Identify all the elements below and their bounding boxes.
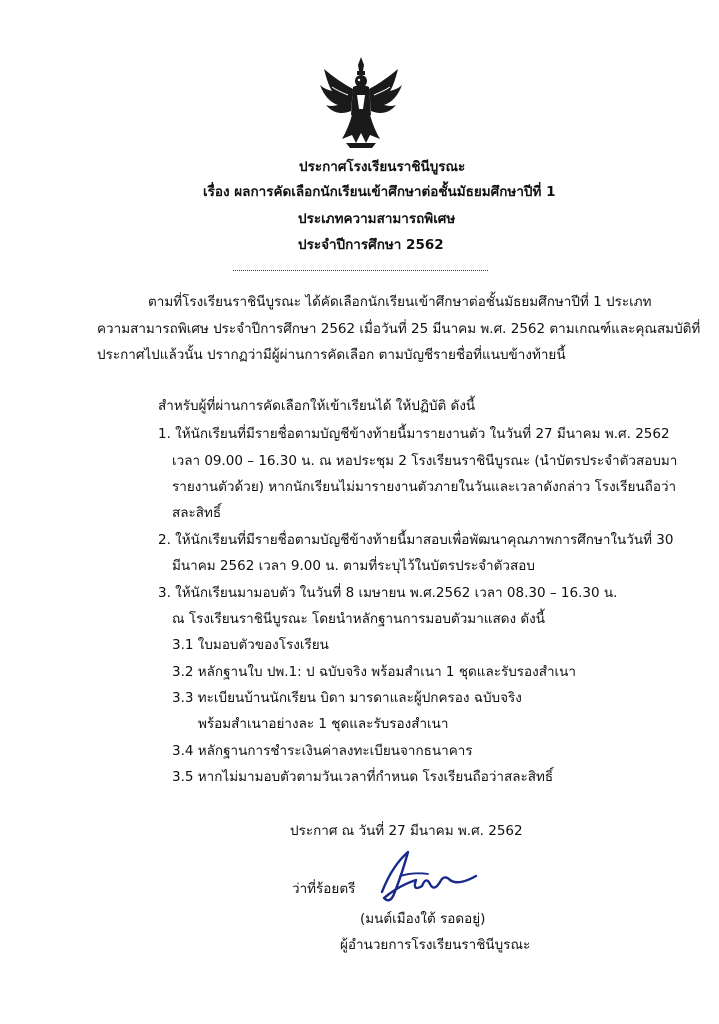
- instructions-lead: สำหรับผู้ที่ผ่านการคัดเลือกให้เข้าเรียนได้ ให้ปฏิบัติ ดังนี้: [158, 398, 476, 414]
- announcement-date: ประกาศ ณ วันที่ 27 มีนาคม พ.ศ. 2562: [290, 823, 523, 839]
- item-3-line-1: 3. ให้นักเรียนมามอบตัว ในวันที่ 8 เมษายน พ.ศ.2562 เวลา 08.30 – 16.30 น.: [158, 585, 618, 601]
- item-2-line-2: มีนาคม 2562 เวลา 9.00 น. ตามที่ระบุไว้ในบัตรประจำตัวสอบ: [172, 558, 535, 574]
- item-1-line-4: สละสิทธิ์: [172, 505, 222, 521]
- sub-item-3-3-line-2: พร้อมสำเนาอย่างละ 1 ชุดและรับรองสำเนา: [198, 716, 449, 732]
- signer-rank: ว่าที่ร้อยตรี: [292, 881, 356, 897]
- item-1-line-2: เวลา 09.00 – 16.30 น. ณ หอประชุม 2 โรงเรียนราชินีบูรณะ (นำบัตรประจำตัวสอบมา: [172, 453, 678, 469]
- category-line: ประเภทความสามารถพิเศษ: [298, 211, 456, 227]
- intro-line-1: ตามที่โรงเรียนราชินีบูรณะ ได้คัดเลือกนักเรียนเข้าศึกษาต่อชั้นมัธยมศึกษาปีที่ 1 ประเภท: [148, 294, 652, 310]
- intro-line-2: ความสามารถพิเศษ ประจำปีการศึกษา 2562 เมื่อวันที่ 25 มีนาคม พ.ศ. 2562 ตามเกณฑ์และคุณสมบัติที่: [97, 321, 701, 337]
- subject-line: เรื่อง ผลการคัดเลือกนักเรียนเข้าศึกษาต่อชั้นมัธยมศึกษาปีที่ 1: [203, 184, 556, 200]
- item-3-line-2: ณ โรงเรียนราชินีบูรณะ โดยนำหลักฐานการมอบตัวมาแสดง ดังนี้: [172, 611, 545, 627]
- signer-position: ผู้อำนวยการโรงเรียนราชินีบูรณะ: [340, 937, 531, 953]
- intro-line-3: ประกาศไปแล้วนั้น ปรากฏว่ามีผู้ผ่านการคัดเลือก ตามบัญชีรายชื่อที่แนบข้างท้ายนี้: [97, 347, 566, 363]
- sub-item-3-5: 3.5 หากไม่มามอบตัวตามวันเวลาที่กำหนด โรงเรียนถือว่าสละสิทธิ์: [172, 769, 554, 785]
- handwritten-signature: [364, 846, 482, 908]
- dotted-divider: [233, 270, 488, 271]
- item-1-line-1: 1. ให้นักเรียนที่มีรายชื่อตามบัญชีข้างท้ายนี้มารายงานตัว ในวันที่ 27 มีนาคม พ.ศ. 2562: [158, 426, 670, 442]
- sub-item-3-4: 3.4 หลักฐานการชำระเงินค่าลงทะเบียนจากธนาคาร: [172, 743, 473, 759]
- signer-name: (มนต์เมืองใต้ รอดอยู่): [360, 911, 486, 927]
- item-2-line-1: 2. ให้นักเรียนที่มีรายชื่อตามบัญชีข้างท้ายนี้มาสอบเพื่อพัฒนาคุณภาพการศึกษาในวันที่ 30: [158, 532, 674, 548]
- announcement-title: ประกาศโรงเรียนราชินีบูรณะ: [299, 159, 466, 175]
- sub-item-3-3-line-1: 3.3 ทะเบียนบ้านนักเรียน บิดา มารดาและผู้ปกครอง ฉบับจริง: [172, 690, 522, 706]
- academic-year-line: ประจำปีการศึกษา 2562: [298, 237, 444, 253]
- garuda-emblem-icon: [318, 55, 404, 149]
- sub-item-3-2: 3.2 หลักฐานใบ ปพ.1: ป ฉบับจริง พร้อมสำเนา 1 ชุดและรับรองสำเนา: [172, 664, 576, 680]
- sub-item-3-1: 3.1 ใบมอบตัวของโรงเรียน: [172, 637, 329, 653]
- item-1-line-3: รายงานตัวด้วย) หากนักเรียนไม่มารายงานตัวภายในวันและเวลาดังกล่าว โรงเรียนถือว่า: [172, 479, 677, 495]
